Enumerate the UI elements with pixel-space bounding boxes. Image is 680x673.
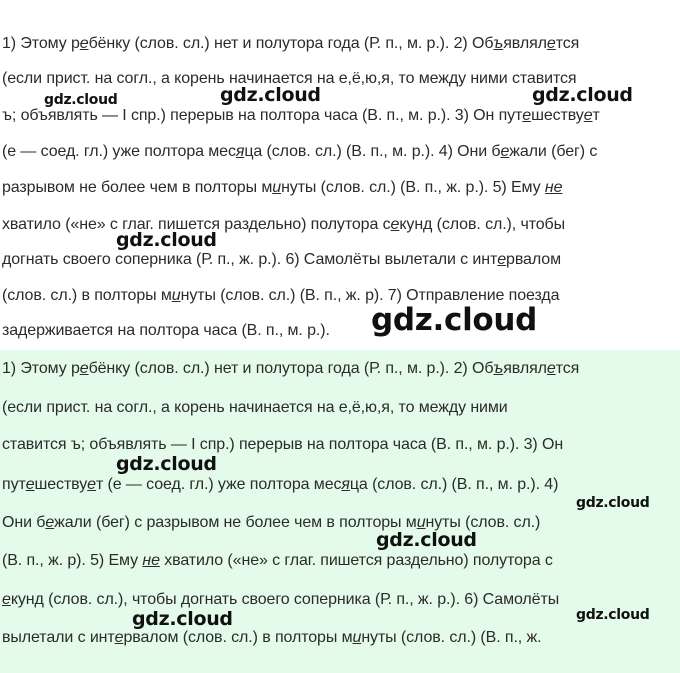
text-run: рвалом (слов. сл.) в полторы м — [123, 629, 353, 646]
spelling-highlight: е — [390, 216, 400, 233]
text-run: пут — [2, 476, 26, 493]
text-line — [2, 142, 597, 162]
text-run: нуты (слов. сл.) (В. п., ж. р). 7) Отправление поезда — [180, 287, 560, 304]
text-line — [2, 106, 600, 126]
spelling-highlight: и — [171, 287, 181, 304]
spelling-highlight: не — [544, 179, 563, 196]
watermark: gdz.cloud — [576, 495, 650, 511]
watermark: gdz.cloud — [116, 229, 217, 251]
text-run: являл — [503, 360, 547, 377]
text-run: т — [592, 107, 600, 124]
spelling-highlight: е — [79, 360, 89, 377]
watermark: gdz.cloud — [116, 453, 217, 475]
text-line — [2, 590, 559, 610]
spelling-highlight: не — [142, 552, 160, 569]
spelling-highlight: е — [497, 251, 507, 268]
text-run: (слов. сл.) в полторы м — [2, 287, 172, 304]
spelling-highlight: е — [45, 514, 55, 531]
text-run: ца (слов. сл.) (В. п., м. р.). 4) — [349, 476, 559, 493]
watermark: gdz.cloud — [371, 302, 538, 338]
text-line — [2, 178, 562, 198]
spelling-highlight: и — [272, 179, 282, 196]
text-run: шеству — [531, 107, 584, 124]
text-line — [2, 551, 553, 571]
text-run: тся — [555, 35, 580, 52]
text-run: жали (бег) с — [509, 143, 598, 160]
text-run: нуты (слов. сл.) (В. п., ж. — [361, 629, 542, 646]
text-run: (В. п., ж. р). 5) Ему — [2, 552, 143, 569]
text-run: хватило («не» с глаг. пишется раздельно) полутора с — [159, 552, 553, 569]
spelling-highlight: я — [235, 143, 245, 160]
text-line: задерживается на полтора часа (В. п., м. р.). — [2, 322, 330, 339]
text-run: т (е — соед. гл.) уже полтора мес — [95, 476, 342, 493]
text-run: шеству — [34, 476, 88, 493]
text-run: вылетали с инт — [2, 629, 115, 646]
text-run: разрывом не более чем в полторы м — [2, 179, 273, 196]
watermark: gdz.cloud — [44, 92, 118, 108]
watermark: gdz.cloud — [532, 84, 633, 106]
spelling-highlight: я — [341, 476, 350, 493]
text-run: кунд (слов. сл.), чтобы — [399, 216, 566, 233]
spelling-highlight: е — [583, 107, 593, 124]
spelling-highlight: е — [500, 143, 510, 160]
text-run: 1) Этому р — [2, 35, 80, 52]
text-run: нуты (слов. сл.) (В. п., ж. р.). 5) Ему — [281, 179, 545, 196]
text-line: (если прист. на согл., а корень начинается на е,ё,ю,я, то между ними ставится — [2, 70, 577, 87]
spelling-highlight: е — [87, 476, 96, 493]
text-run: рвалом — [506, 251, 561, 268]
text-run: ца (слов. сл.) (В. п., м. р.). 4) Они б — [244, 143, 501, 160]
spelling-highlight: е — [25, 476, 35, 493]
text-run: жали (бег) с разрывом не более чем в полторы м — [54, 514, 417, 531]
text-line — [2, 359, 579, 379]
text-run: бёнку (слов. сл.) нет и полутора года (Р. п., м. р.). 2) Об — [88, 360, 494, 377]
spelling-highlight: е — [79, 35, 89, 52]
text-line — [2, 475, 558, 495]
text-line — [2, 215, 565, 235]
text-run: являл — [503, 35, 547, 52]
spelling-highlight: ъ — [493, 35, 504, 52]
answer-block-2 — [0, 350, 680, 673]
watermark: gdz.cloud — [132, 608, 233, 630]
text-run: хватило («не» с глаг. пишется раздельно) полутора с — [2, 216, 391, 233]
text-line — [2, 628, 541, 648]
text-line — [2, 34, 579, 54]
text-run: догнать своего соперника (Р. п., ж. р.). 6) Самолёты вылетали с инт — [2, 251, 498, 268]
text-run: (е — соед. гл.) уже полтора мес — [2, 143, 236, 160]
text-line: ставится ъ; объявлять — I спр.) перерыв на полтора часа (В. п., м. р.). 3) Он — [2, 436, 564, 453]
watermark: gdz.cloud — [220, 84, 321, 106]
watermark: gdz.cloud — [576, 607, 650, 623]
text-run: тся — [555, 360, 580, 377]
text-line — [2, 250, 561, 270]
text-run: бёнку (слов. сл.) нет и полутора года (Р. п., м. р.). 2) Об — [88, 35, 494, 52]
text-run: нуты (слов. сл.) — [425, 514, 541, 531]
text-run: Они б — [2, 514, 46, 531]
spelling-highlight: е — [2, 591, 11, 608]
spelling-highlight: е — [114, 629, 124, 646]
text-run: ъ; объявлять — I спр.) перерыв на полтора часа (В. п., м. р.). 3) Он пут — [2, 107, 523, 124]
spelling-highlight: ъ — [493, 360, 504, 377]
spelling-highlight: е — [546, 360, 556, 377]
text-run: 1) Этому р — [2, 360, 80, 377]
text-run: кунд (слов. сл.), чтобы догнать своего соперника (Р. п., ж. р.). 6) Самолёты — [10, 591, 560, 608]
spelling-highlight: е — [546, 35, 556, 52]
watermark: gdz.cloud — [376, 529, 477, 551]
spelling-highlight: е — [522, 107, 532, 124]
text-line: (если прист. на согл., а корень начинается на е,ё,ю,я, то между ними — [2, 399, 508, 416]
spelling-highlight: и — [416, 514, 426, 531]
spelling-highlight: и — [352, 629, 362, 646]
